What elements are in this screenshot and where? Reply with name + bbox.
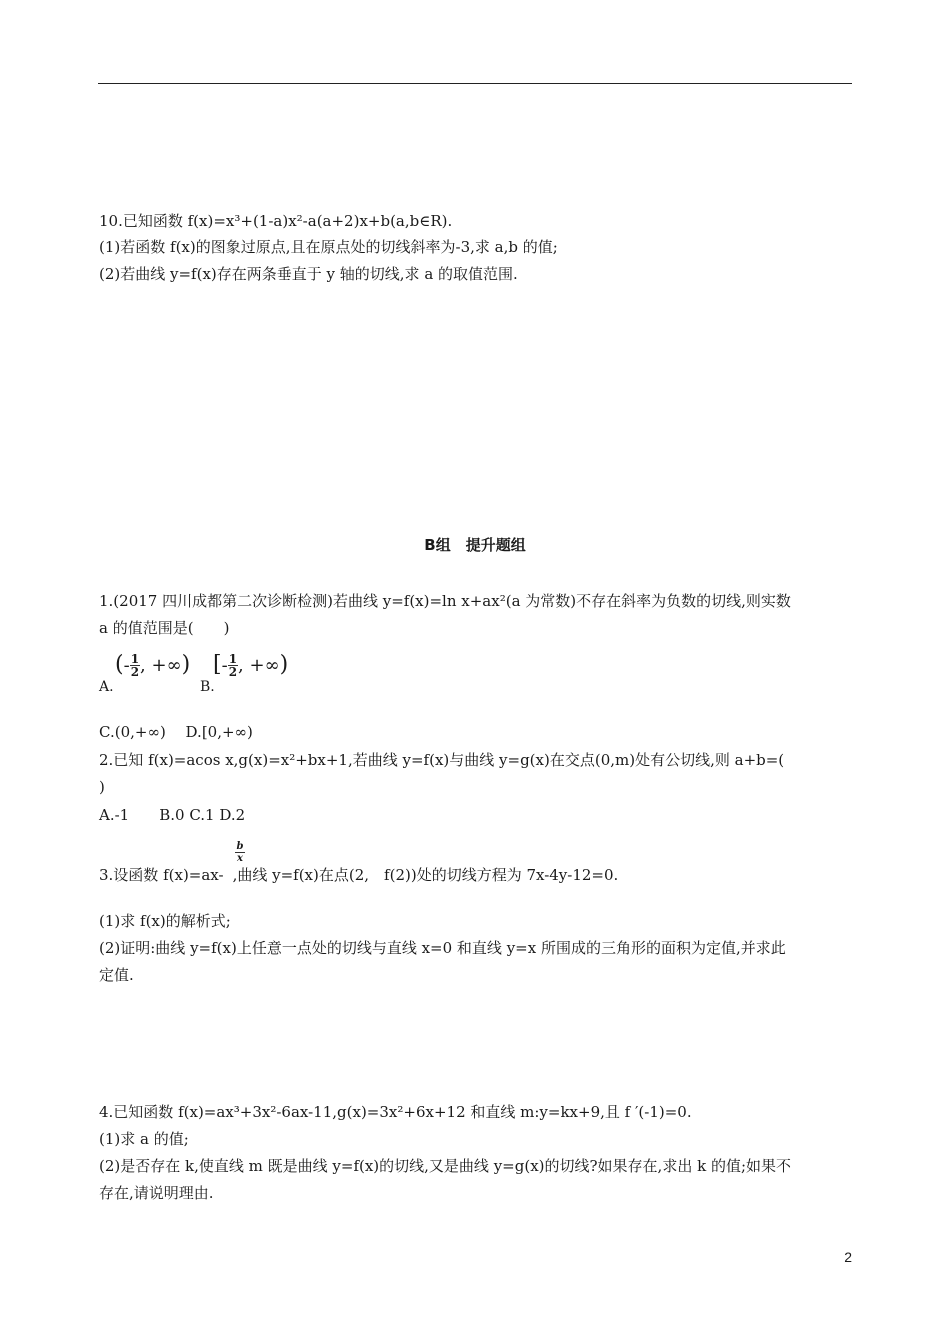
b3-stem-prefix: 3.设函数 f(x)=ax- <box>99 866 224 884</box>
b3-part2-line2: 定值. <box>99 966 134 984</box>
b1-stem-line1: 1.(2017 四川成都第二次诊断检测)若曲线 y=f(x)=ln x+ax²(a 为常数)不存在斜率为负数的切线,则实数 <box>99 592 791 610</box>
option-b-plus-inf: , +∞ <box>238 655 280 676</box>
option-b-fraction <box>228 653 238 678</box>
b3-part1: (1)求 f(x)的解析式; <box>99 912 231 930</box>
option-b-frac-num: 1 <box>228 651 238 666</box>
b2-stem-line2: ) <box>99 778 105 796</box>
b4-part2-line2: 存在,请说明理由. <box>99 1184 214 1202</box>
q10-part1: (1)若函数 f(x)的图象过原点,且在原点处的切线斜率为-3,求 a,b 的值; <box>99 238 558 256</box>
b3-frac-den: x <box>237 853 243 864</box>
b4-stem: 4.已知函数 f(x)=ax³+3x²-6ax-11,g(x)=3x²+6x+12 和直线 m:y=kx+9,且 f ′(-1)=0. <box>99 1103 692 1121</box>
option-a-fraction <box>130 653 140 678</box>
option-a-label: A. <box>99 679 114 695</box>
option-b-minus: - <box>221 655 228 676</box>
b2-stem-line1: 2.已知 f(x)=acos x,g(x)=x²+bx+1,若曲线 y=f(x)与曲线 y=g(x)在交点(0,m)处有公切线,则 a+b=( <box>99 751 785 769</box>
b1-stem-line2: a 的值范围是( ) <box>99 619 230 637</box>
option-a-interval <box>115 652 190 678</box>
option-b-label: B. <box>200 679 215 695</box>
b3-part2-line1: (2)证明:曲线 y=f(x)上任意一点处的切线与直线 x=0 和直线 y=x 所围成的三角形的面积为定值,并求此 <box>99 939 786 957</box>
q10-stem: 10.已知函数 f(x)=x³+(1-a)x²-a(a+2)x+b(a,b∈R). <box>99 212 453 230</box>
option-b-interval <box>213 652 288 678</box>
b2-options: A.-1 B.0 C.1 D.2 <box>99 806 246 824</box>
option-a-frac-den: 2 <box>130 664 140 679</box>
header-rule <box>98 83 852 84</box>
b3-stem <box>99 864 618 886</box>
option-b-open-bracket: [ <box>213 652 222 677</box>
option-a-plus-inf: , +∞ <box>140 655 182 676</box>
b3-stem-suffix: ,曲线 y=f(x)在点(2, f(2))处的切线方程为 7x-4y-12=0. <box>232 866 619 884</box>
option-a-close-paren: ) <box>181 652 191 677</box>
section-heading: B组 提升题组 <box>424 536 526 554</box>
option-b-frac-den: 2 <box>228 664 238 679</box>
option-a-open-paren: ( <box>115 652 124 677</box>
b3-frac-num: b <box>236 841 244 852</box>
option-a-minus: - <box>123 655 130 676</box>
page-number: 2 <box>844 1249 852 1265</box>
b3-fraction <box>235 841 245 864</box>
b1-options-cd: C.(0,+∞) D.[0,+∞) <box>99 723 253 741</box>
q10-part2: (2)若曲线 y=f(x)存在两条垂直于 y 轴的切线,求 a 的取值范围. <box>99 265 518 283</box>
option-a-frac-num: 1 <box>130 651 140 666</box>
b4-part1: (1)求 a 的值; <box>99 1130 189 1148</box>
option-b-close-paren: ) <box>279 652 289 677</box>
b4-part2-line1: (2)是否存在 k,使直线 m 既是曲线 y=f(x)的切线,又是曲线 y=g(x)的切线?如果存在,求出 k 的值;如果不 <box>99 1157 791 1175</box>
